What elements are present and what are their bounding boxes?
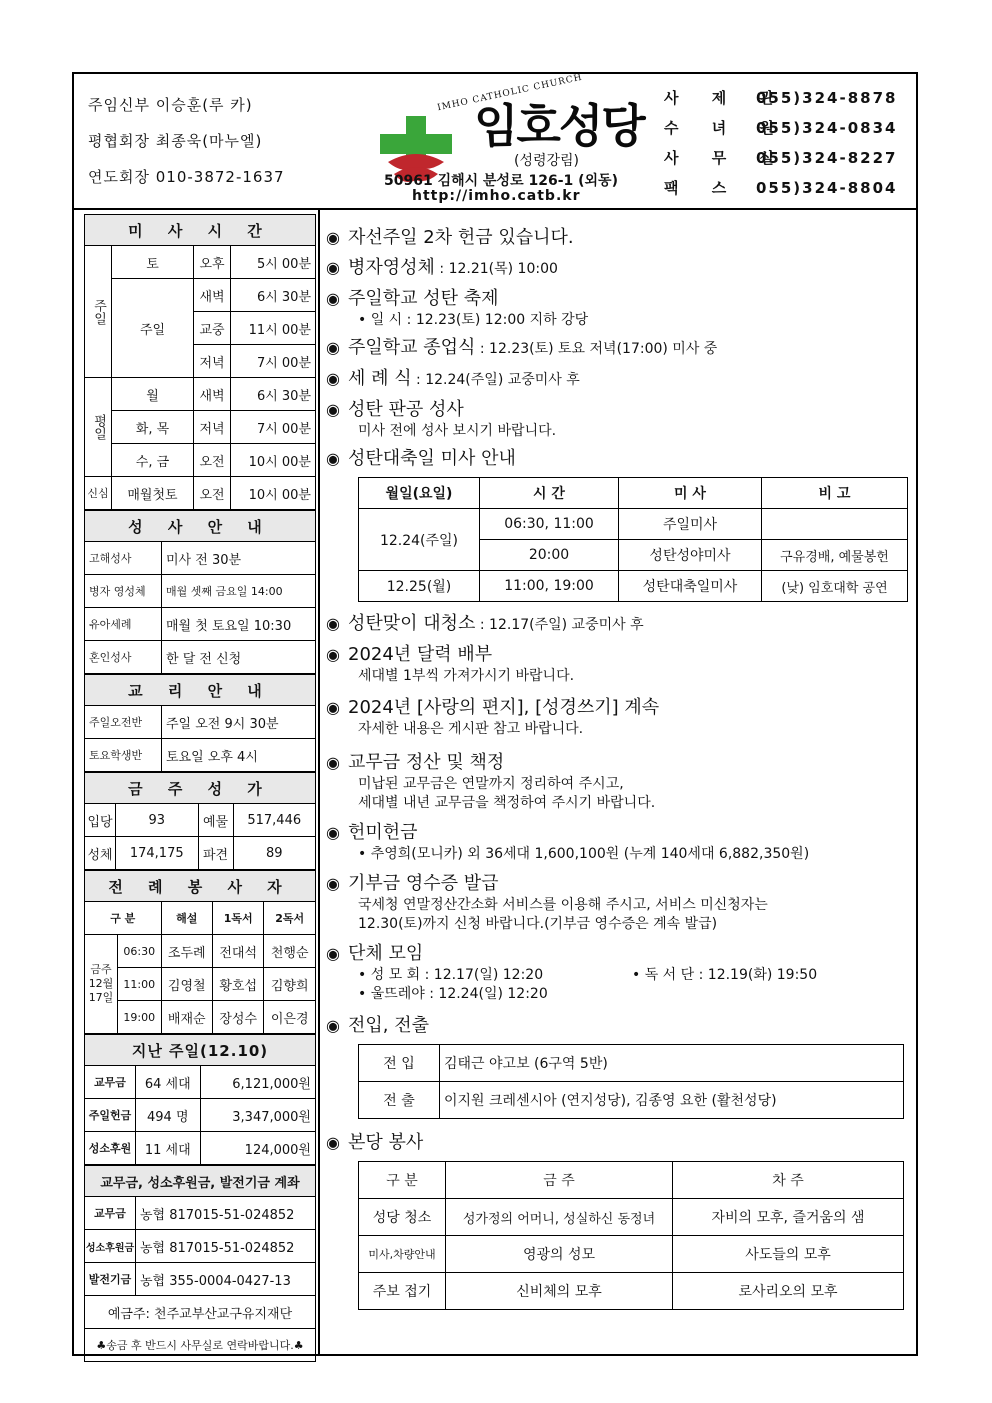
notice-title: 병자영성체 [348,257,435,278]
notice-parish-service [326,1131,910,1155]
sacrament-value: 미사 전 30분 [162,542,316,575]
notice-group-meetings [326,942,910,966]
notice-baptism [326,367,910,392]
church-name: 임호성당 [474,99,644,153]
bullet-icon: ◉ [326,258,340,277]
mass-day: 수, 금 [112,444,194,477]
notice-cleaning [326,612,910,637]
notice-detail: : 12.23(토) 토요 저녁(17:00) 미사 중 [475,341,718,357]
service-group: 사도들의 모후 [673,1236,904,1273]
sacrament-title: 성 사 안 내 [85,511,316,542]
server-name: 황호섭 [212,968,263,1001]
contact-row: 사 무 실 055)324-8227 [664,149,898,167]
mass-time: 06:30, 11:00 [480,509,619,540]
last-week-title: 지난 주일(12.10) [85,1035,316,1066]
notice-detail: 세대별 내년 교무금을 책정하여 주시기 바랍니다. [358,795,656,811]
mass-time: 7시 00분 [231,411,316,444]
account-label: 성소후원금 [85,1230,136,1263]
transfer-names: 이지원 크레센시아 (연지성당), 김종영 요한 (활천성당) [440,1082,904,1119]
server-name: 김향희 [264,968,316,1001]
church-feast: (성령강림) [514,153,580,169]
mass-time: 11:00, 19:00 [480,571,619,602]
mass-schedule-table [84,214,316,510]
transfer-type: 전 입 [359,1045,440,1082]
notice-detail: : 12.24(주일) 교중미사 후 [411,372,580,388]
server-time: 11:00 [118,968,162,1001]
notice-detail: : 12.21(목) 10:00 [434,261,558,277]
server-name: 이은경 [264,1001,316,1034]
mass-time: 20:00 [480,540,619,571]
contact-row: 수 녀 원 055)324-0834 [664,119,898,137]
account-number: 농협 355-0004-0427-13 [136,1263,316,1296]
notice-title: 2024년 [사랑의 편지], [성경쓰기] 계속 [348,697,660,718]
notice-detail: 12.30(토)까지 신청 바랍니다.(기부금 영수증은 계속 발급) [358,916,718,932]
mass-time: 5시 00분 [231,246,316,279]
notice-rice-offering [326,821,910,845]
income-count: 494 명 [136,1099,201,1132]
sacrament-name: 혼인성사 [85,641,162,674]
notice-transfers [326,1014,910,1038]
mass-type: 성탄성야미사 [619,540,762,571]
catechism-class: 토요학생반 [85,739,162,772]
income-count: 64 세대 [136,1066,201,1099]
hymn-label: 파견 [198,837,233,870]
bullet-icon: ◉ [326,338,340,357]
table-header: 차 주 [673,1162,904,1199]
server-time: 06:30 [118,935,162,968]
contact-row: 팩 스 055)324-8804 [664,179,898,197]
church-address: 50961 김해시 분성로 126-1 (외동) [384,173,618,189]
notice-detail: 자세한 내용은 게시판 참고 바랍니다. [358,721,584,737]
servers-head: 1독서 [212,902,263,935]
income-label: 주일헌금 [85,1099,136,1132]
sacrament-table [84,510,316,674]
account-label: 교무금 [85,1197,136,1230]
income-amount: 3,347,000원 [200,1099,315,1132]
bulletin-frame [72,72,918,1356]
hymn-number: 517,446 [233,804,316,837]
service-group: 성가정의 어머니, 성실하신 동정녀 [446,1199,673,1236]
mass-note: 구유경배, 예물봉헌 [762,540,908,571]
table-header: 구 분 [359,1162,446,1199]
hymn-label: 성체 [85,837,116,870]
income-count: 11 세대 [136,1132,201,1165]
servers-table [84,870,316,1034]
column-divider [318,208,320,1354]
mass-slot: 새벽 [194,378,231,411]
table-header: 시 간 [480,478,619,509]
mass-slot: 오전 [194,477,231,510]
bullet-icon: ◉ [326,400,340,419]
mass-day: 월 [112,378,194,411]
account-label: 발전기금 [85,1263,136,1296]
notice-title: 단체 모임 [348,943,424,964]
account-holder: 예금주: 천주교부산교구유지재단 [85,1296,316,1329]
bullet-icon: ◉ [326,614,340,633]
notice-title: 성탄 판공 성사 [348,399,464,420]
sacrament-value: 매월 첫 토요일 10:30 [162,608,316,641]
mass-slot: 새벽 [194,279,231,312]
account-number: 농협 817015-51-024852 [136,1230,316,1263]
notice-title: 기부금 영수증 발급 [348,873,499,894]
church-logo-block [374,72,664,206]
yeondo-line: 연도회장 010-3872-1637 [88,168,285,186]
notice-detail: : 12.17(주일) 교중미사 후 [475,617,644,633]
notice-detail: 미사 전에 성사 보시기 바랍니다. [358,423,557,439]
account-number: 농협 817015-51-024852 [136,1197,316,1230]
hymn-table [84,772,316,870]
service-group: 신비체의 모후 [446,1273,673,1310]
transfer-type: 전 출 [359,1082,440,1119]
notice-detail: • 울뜨레야 : 12.24(일) 12:20 [358,986,548,1002]
mass-slot: 오후 [194,246,231,279]
hymn-number: 93 [116,804,199,837]
catechism-time: 토요일 오후 4시 [162,739,316,772]
notice-christmas-mass [326,447,910,471]
catechism-time: 주일 오전 9시 30분 [162,706,316,739]
service-group: 자비의 모후, 즐거움의 샘 [673,1199,904,1236]
catechism-table [84,674,316,772]
mass-slot: 저녁 [194,411,231,444]
mass-day: 화, 목 [112,411,194,444]
hymn-label: 입당 [85,804,116,837]
service-type: 성당 청소 [359,1199,446,1236]
notice-confession [326,398,910,422]
mass-slot: 저녁 [194,345,231,378]
income-amount: 6,121,000원 [200,1066,315,1099]
notice-detail: • 추영희(모니카) 외 36세대 1,600,100원 (누계 140세대 6,882,350원) [358,846,810,862]
transfer-names: 김태근 야고보 (6구역 5반) [440,1045,904,1082]
notice-detail: 미납된 교무금은 연말까지 정리하여 주시고, [358,776,624,792]
pastor-line: 주임신부 이승훈(루 카) [88,96,253,114]
mass-note: (낮) 임호대학 공연 [762,571,908,602]
header-contacts [664,86,897,206]
last-week-table [84,1034,316,1165]
mass-day: 주일 [112,279,194,378]
sacrament-name: 병자 영성체 [85,575,162,608]
sacrament-value: 한 달 전 신청 [162,641,316,674]
mass-time: 6시 30분 [231,378,316,411]
service-type: 미사,차량안내 [359,1236,446,1273]
mass-type: 주일미사 [619,509,762,540]
notices-column [326,220,910,1310]
notice-dues [326,751,910,775]
service-type: 주보 접기 [359,1273,446,1310]
notice-charity [326,226,910,250]
account-table [84,1165,316,1362]
table-header: 금 주 [446,1162,673,1199]
account-title: 교무금, 성소후원금, 발전기금 계좌 [85,1166,316,1197]
sacrament-value: 매월 셋째 금요일 14:00 [162,575,316,608]
sunday-label: 주일 [85,246,112,378]
notice-detail: 세대별 1부씩 가져가시기 바랍니다. [358,668,575,684]
bullet-icon: ◉ [326,823,340,842]
income-label: 교무금 [85,1066,136,1099]
notice-title: 자선주일 2차 헌금 있습니다. [348,227,574,248]
notice-detail: • 일 시 : 12.23(토) 12:00 지하 강당 [358,312,589,328]
christmas-mass-table [358,477,908,602]
server-name: 배재순 [161,1001,212,1034]
table-header: 미 사 [619,478,762,509]
account-note: ♣송금 후 반드시 사무실로 연락바랍니다.♣ [85,1329,316,1362]
hymn-label: 예물 [198,804,233,837]
bullet-icon: ◉ [326,698,340,717]
left-column [84,214,316,1362]
bullet-icon: ◉ [326,289,340,308]
mass-day: 매월첫토 [112,477,194,510]
server-name: 조두례 [161,935,212,968]
service-group: 로사리오의 모후 [673,1273,904,1310]
notice-detail-row [326,966,910,985]
table-header: 비 고 [762,478,908,509]
notice-detail: 국세청 연말정산간소화 서비스를 이용해 주시고, 서비스 미신청자는 [358,897,768,913]
mass-date: 12.24(주일) [359,509,480,571]
notice-detail: • 독 서 단 : 12.19(화) 19:50 [632,967,818,983]
server-name: 전대석 [212,935,263,968]
mass-type: 성탄대축일미사 [619,571,762,602]
notice-calendar [326,643,910,667]
sacrament-name: 유아세례 [85,608,162,641]
church-url: http://imho.catb.kr [412,188,581,204]
servers-head: 해설 [161,902,212,935]
sacrament-name: 고해성사 [85,542,162,575]
hymn-title: 금 주 성 가 [85,773,316,804]
notice-school-closing [326,336,910,361]
catechism-class: 주일오전반 [85,706,162,739]
weekday-label: 평일 [85,378,112,477]
mass-time: 7시 00분 [231,345,316,378]
contact-row: 사 제 관 055)324-8878 [664,89,898,107]
bullet-icon: ◉ [326,1133,340,1152]
notice-title: 헌미헌금 [348,822,418,843]
mass-title: 미 사 시 간 [85,215,316,246]
mass-time: 10시 00분 [231,444,316,477]
mass-note [762,509,908,540]
notice-title: 2024년 달력 배부 [348,644,493,665]
bullet-icon: ◉ [326,874,340,893]
bullet-icon: ◉ [326,1016,340,1035]
mass-slot: 오전 [194,444,231,477]
servers-head: 구 분 [85,902,162,935]
notice-title: 교무금 정산 및 책정 [348,752,505,773]
server-name: 김영철 [161,968,212,1001]
bullet-icon: ◉ [326,449,340,468]
notice-letters [326,696,910,720]
notice-title: 성탄맞이 대청소 [348,613,476,634]
server-time: 19:00 [118,1001,162,1034]
bullet-icon: ◉ [326,645,340,664]
server-name: 장성수 [212,1001,263,1034]
notice-title: 전입, 전출 [348,1015,429,1036]
notice-title: 세 례 식 [348,368,412,389]
bullet-icon: ◉ [326,944,340,963]
header-staff [88,92,285,200]
catechism-title: 교 리 안 내 [85,675,316,706]
servers-week: 금주 12월 17일 [85,935,118,1034]
bullet-icon: ◉ [326,228,340,247]
notice-title: 성탄대축일 미사 안내 [348,448,516,469]
mass-date: 12.25(월) [359,571,480,602]
mass-day: 토 [112,246,194,279]
notice-title: 주일학교 성탄 축제 [348,288,499,309]
income-label: 성소후원 [85,1132,136,1165]
hymn-number: 174,175 [116,837,199,870]
notice-donation-receipt [326,872,910,896]
income-amount: 124,000원 [200,1132,315,1165]
mass-slot: 교중 [194,312,231,345]
devotion-label: 신심 [85,477,112,510]
header [74,74,916,210]
servers-title: 전 례 봉 사 자 [85,871,316,902]
bullet-icon: ◉ [326,369,340,388]
church-english-name: IMHO CATHOLIC CHURCH [436,72,584,114]
notice-school-festival [326,287,910,311]
mass-time: 10시 00분 [231,477,316,510]
mass-time: 6시 30분 [231,279,316,312]
notice-sick-communion [326,256,910,281]
notice-title: 본당 봉사 [348,1132,424,1153]
server-name: 천행순 [264,935,316,968]
servers-head: 2독서 [264,902,316,935]
table-header: 월일(요일) [359,478,480,509]
service-table [358,1161,904,1310]
notice-detail: • 성 모 회 : 12.17(일) 12:20 [358,967,544,983]
mass-time: 11시 00분 [231,312,316,345]
transfer-table [358,1044,904,1119]
bullet-icon: ◉ [326,753,340,772]
notice-title: 주일학교 종업식 [348,337,476,358]
council-line: 평협회장 최종욱(마누엘) [88,132,263,150]
hymn-number: 89 [233,837,316,870]
service-group: 영광의 성모 [446,1236,673,1273]
